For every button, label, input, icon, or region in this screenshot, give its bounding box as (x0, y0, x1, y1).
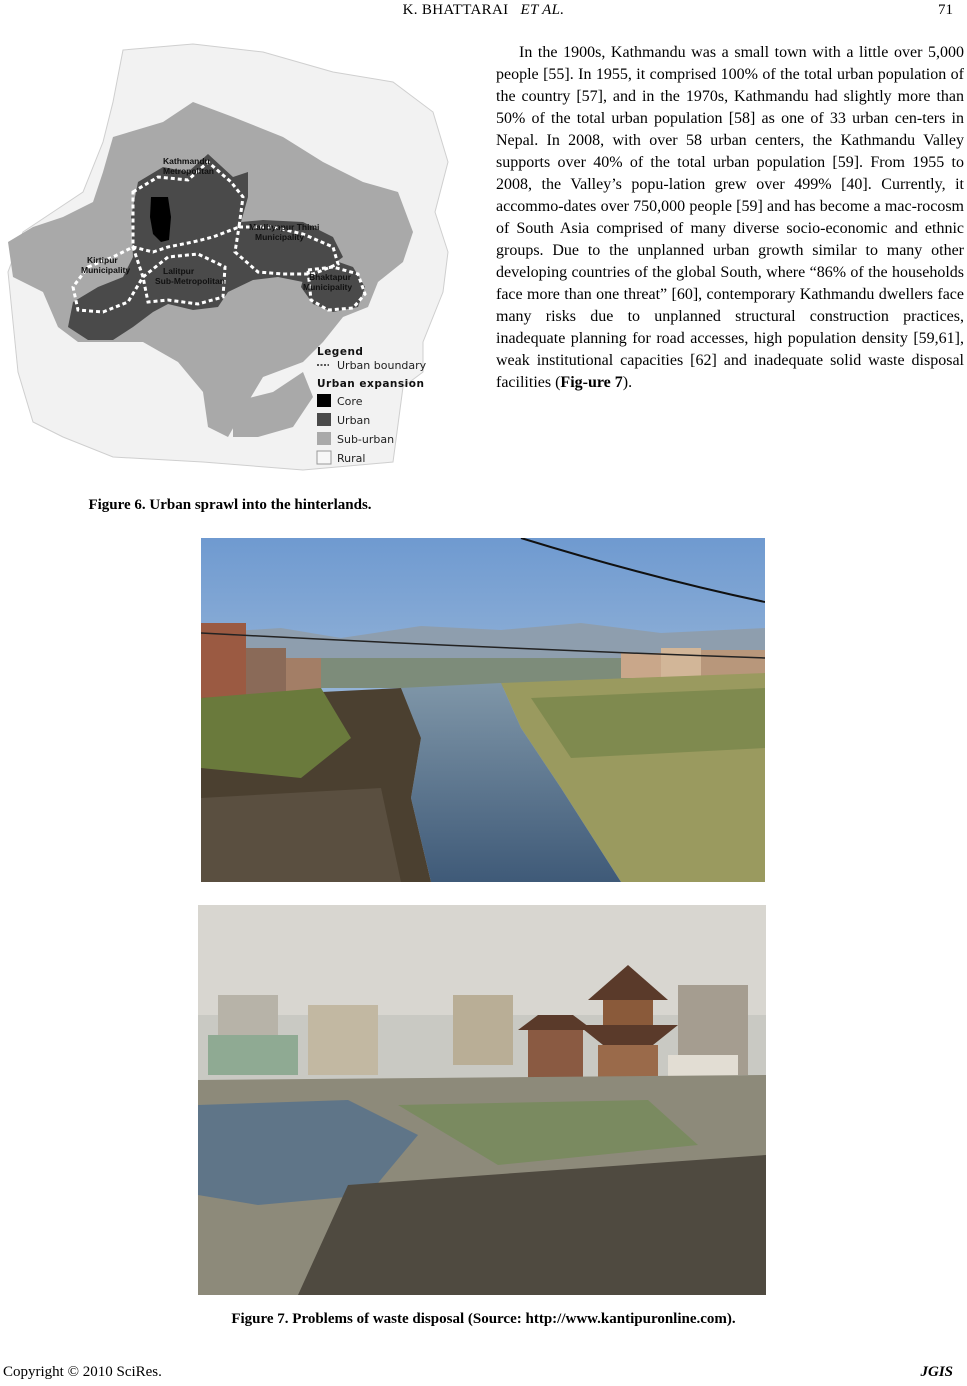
figure-7-caption: Figure 7. Problems of waste disposal (Source: http://www.kantipuronline.com). (231, 1311, 736, 1327)
paragraph-text: In the 1900s, Kathmandu was a small town with a little over 5,000 people [55]. In 1955, it comprised 100% of the total urban population of the country [57], and in the 1970s, Kathmandu had slightly more than 50% of the total urban population [58] as one of 33 urban cen-ters in Nepal. In 2008, with over 58 urban centers, the Kathmandu Valley supports over 40% of the total urban population [59]. From 1955 to 2008, the Valley’s popu-lation grew over 499% [40]. Currently, it accommo-dates over 750,000 people [59] and has become a mac-rocosm of South Asia comprised of many diverse socio-economic and ethnic groups. Due to the unplanned urban growth similar to many other developing countries of the global South, where “86% of the households face more than one threat” [60], contemporary Kathmandu dwellers face many risks due to unplanned structural construction practices, inadequate planning for road accesses, high population density [59,61], weak institutional capacities [62] and inadequate solid waste disposal facilities ( (496, 44, 964, 391)
legend-suburban: Sub-urban (337, 433, 395, 446)
copyright-footer: Copyright © 2010 SciRes. (3, 1364, 162, 1380)
legend-swatch-rural (317, 451, 331, 464)
paragraph-end: ). (622, 374, 633, 391)
label-lalitpur-2: Sub-Metropolitan (155, 276, 225, 286)
label-kathmandu-1: Kathmandu (163, 156, 210, 166)
header-author: K. BHATTARAI (402, 2, 509, 18)
figure-7-photo-river (201, 538, 765, 882)
label-lalitpur-1: Lalitpur (163, 266, 195, 276)
legend-boundary: Urban boundary (337, 359, 427, 372)
label-bhaktapur-2: Municipality (303, 282, 353, 292)
temple-photo-illustration (198, 905, 766, 1295)
page-number: 71 (938, 2, 953, 18)
label-kirtipur-2: Municipality (81, 265, 131, 275)
figure-6-caption: Figure 6. Urban sprawl into the hinterlands. (88, 497, 372, 513)
figure-7-photo-temple (198, 905, 766, 1295)
label-madhyapur-1: Madhyapur Thimi (249, 222, 320, 232)
label-madhyapur-2: Municipality (255, 232, 305, 242)
river-photo-illustration (201, 538, 765, 882)
label-kathmandu-2: Metropolitan (163, 166, 214, 176)
label-bhaktapur-1: Bhaktapur (309, 272, 352, 282)
header-et-al: ET AL. (520, 2, 565, 18)
running-header (300, 2, 667, 19)
legend-expansion-title: Urban expansion (317, 378, 425, 390)
legend-rural: Rural (337, 452, 366, 465)
legend-swatch-core (317, 394, 331, 407)
journal-name: JGIS (920, 1364, 953, 1380)
legend-swatch-suburban (317, 432, 331, 445)
figure-6-map (3, 42, 453, 472)
label-kirtipur-1: Kirtipur (87, 255, 118, 265)
legend-swatch-urban (317, 413, 331, 426)
legend-urban: Urban (337, 414, 371, 427)
legend-core: Core (337, 395, 363, 408)
legend-title: Legend (317, 346, 364, 358)
body-paragraph (496, 42, 964, 394)
figure-7-reference[interactable]: Fig-ure 7 (560, 374, 623, 391)
